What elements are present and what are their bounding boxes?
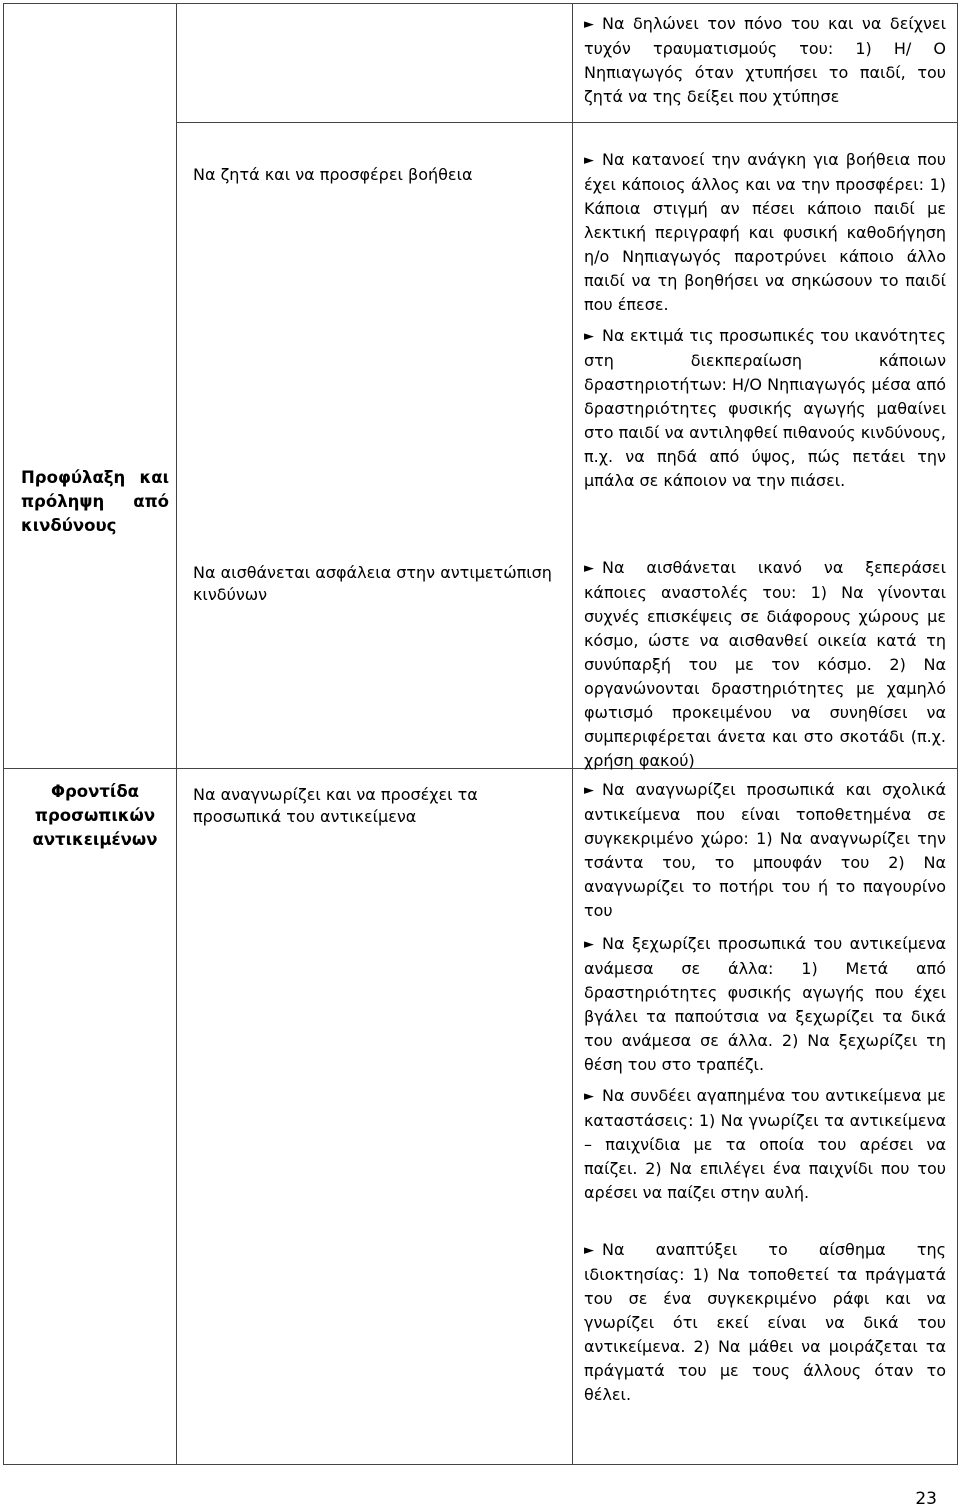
activity-item: [584, 1084, 946, 1205]
row-divider: [176, 122, 957, 123]
activity-text: Να εκτιμά τις προσωπικές του ικανότητες στη διεκπεραίωση κάποιων δραστηριοτήτων: Η/Ο Νηπιαγωγός μέσα από δραστηριότητες φυσικής αγωγής μαθαίνει στο παιδί να αντιληφθεί πιθανούς κινδύνους, π.χ. να πηδά από ύψος, πώς πετάει την μπάλα σε κάποιον να την πιάσει.: [584, 326, 946, 490]
activity-item: [584, 12, 946, 109]
goal-cell: Να ζητά και να προσφέρει βοήθεια: [193, 165, 473, 184]
activity-item: [584, 556, 946, 773]
activity-item: [584, 324, 946, 493]
activity-text: Να ξεχωρίζει προσωπικά του αντικείμενα ανάμεσα σε άλλα: 1) Μετά από δραστηριότητες φυσικής αγωγής που έχει βγάλει τα παπούτσια να ξεχωρίζει τα δικά του ανάμεσα σε άλλα. 2) Να ξεχωρίζει τη θέση του στο τραπέζι.: [584, 934, 946, 1074]
page-number: 23: [915, 1489, 937, 1509]
triangle-bullet-icon: ►: [584, 561, 594, 576]
triangle-bullet-icon: ►: [584, 329, 594, 344]
activity-item: [584, 932, 946, 1077]
triangle-bullet-icon: ►: [584, 153, 594, 168]
category-cell: Προφύλαξη και πρόληψη από κινδύνους: [21, 468, 169, 535]
column-divider: [572, 4, 573, 1464]
triangle-bullet-icon: ►: [584, 937, 594, 952]
activity-item: [584, 1238, 946, 1407]
triangle-bullet-icon: ►: [584, 17, 594, 32]
curriculum-table: [3, 3, 958, 1465]
triangle-bullet-icon: ►: [584, 1089, 594, 1104]
activity-text: Να κατανοεί την ανάγκη για βοήθεια που έχει κάποιος άλλος και να την προσφέρει: 1) Κάποια στιγμή αν πέσει κάποιο παιδί με λεκτική περιγραφή και φυσική καθοδήγηση η/ο Νηπιαγωγός παροτρύνει κάποιο άλλο παιδί να τη βοηθήσει να σηκώσουν το παιδί που έπεσε.: [584, 150, 946, 314]
triangle-bullet-icon: ►: [584, 783, 594, 798]
activity-text: Να αναπτύξει το αίσθημα της ιδιοκτησίας: 1) Να τοποθετεί τα πράγματά του σε ένα συγκεκριμένο ράφι και να γνωρίζει ότι εκεί είναι να δικά του αντικείμενα. 2) Να μάθει να μοιράζεται τα πράγματά του με τους άλλους όταν το θέλει.: [584, 1240, 946, 1404]
activity-text: Να αναγνωρίζει προσωπικά και σχολικά αντικείμενα που είναι τοποθετημένα σε συγκεκριμένο χώρο: 1) Να αναγνωρίζει την τσάντα του, το μπουφάν του 2) Να αναγνωρίζει το ποτήρι του ή το παγουρίνο του: [584, 780, 946, 920]
column-divider: [176, 4, 177, 1464]
activity-text: Να συνδέει αγαπημένα του αντικείμενα με καταστάσεις: 1) Να γνωρίζει τα αντικείμενα – παιχνίδια με τα οποία του αρέσει να παίζει. 2) Να επιλέγει ένα παιχνίδι που του αρέσει να παίζει στην αυλή.: [584, 1086, 946, 1202]
goal-cell: Να αναγνωρίζει και να προσέχει τα προσωπικά του αντικείμενα: [193, 785, 478, 826]
activity-text: Να δηλώνει τον πόνο του και να δείχνει τυχόν τραυματισμούς του: 1) Η/ Ο Νηπιαγωγός όταν χτυπήσει το παιδί, του ζητά να της δείξει που χτύπησε: [584, 14, 946, 106]
triangle-bullet-icon: ►: [584, 1243, 594, 1258]
category-cell: Φροντίδα προσωπικών αντικειμένων: [32, 782, 158, 849]
activity-text: Να αισθάνεται ικανό να ξεπεράσει κάποιες αναστολές του: 1) Να γίνονται συχνές επισκέψεις σε διάφορους χώρους με κόσμο, ώστε να αισθανθεί οικεία κατά τη συνύπαρξή του με τον κόσμο. 2) Να οργανώνονται δραστηριότητες με χαμηλό φωτισμό προκειμένου να συνηθίσει να συμπεριφέρεται άνετα και στο σκοτάδι (π.χ. χρήση φακού): [584, 558, 946, 770]
activity-item: [584, 148, 946, 317]
activity-item: [584, 778, 946, 923]
goal-cell: Να αισθάνεται ασφάλεια στην αντιμετώπιση κινδύνων: [193, 563, 552, 604]
